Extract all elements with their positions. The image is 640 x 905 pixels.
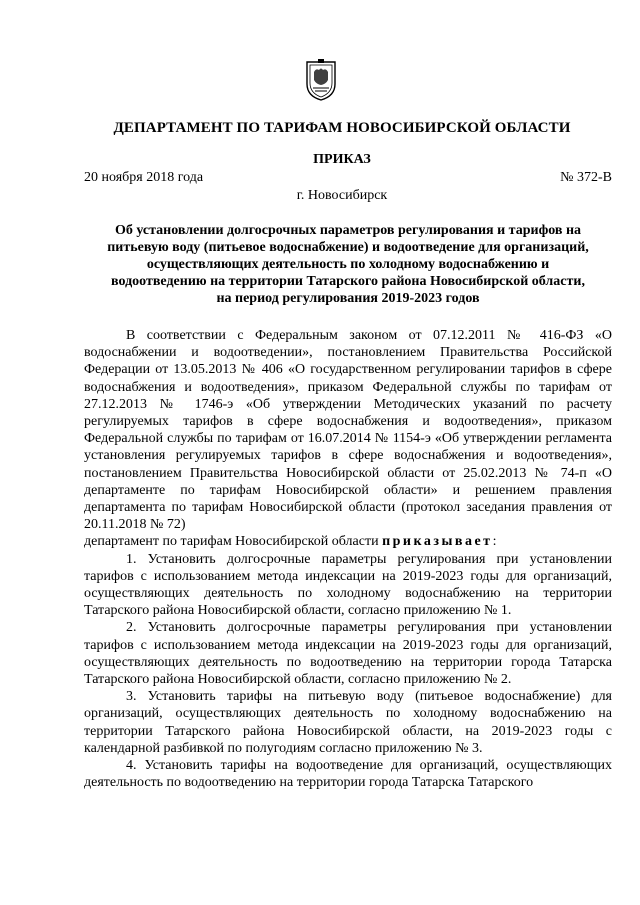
order-city: г. Новосибирск [296,188,388,203]
order-item: 1. Установить долгосрочные параметры регулирования при установлении тарифов с использованием метода индексации на 2019-2023 годы для организаций, осуществляющих деятельность по холодному водоснабжению на территории Татарского района Новосибирской области, согласно приложению № 1. [84,551,612,619]
order-number: № 372-В [560,170,612,185]
subject-line: Об установлении долгосрочных параметров регулирования и тарифов на [114,223,582,238]
subject-line: водоотведению на территории Татарского района Новосибирской области, [111,274,585,289]
orders-paragraph [84,533,612,550]
preamble-paragraph: В соответствии с Федеральным законом от 07.12.2011 № 416-ФЗ «О водоснабжении и водоотведении», постановлением Правительства Российской Федерации от 13.05.2013 № 406 «О государственном регулировании тарифов в сфере водоснабжения и водоотведения», приказом Федеральной службы по тарифам от 27.12.2013 № 1746-э «Об утверждении Методических указаний по расчету регулируемых тарифов в сфере водоснабжения и водоотведения», приказом Федеральной службы по тарифам от 16.07.2014 № 1154-э «Об утверждении регламента установления регулируемых тарифов в сфере водоснабжения и водоотведения», постановлением Правительства Новосибирской области от 25.02.2013 № 74-п «О департаменте по тарифам Новосибирской области» и решением правления департамента по тарифам Новосибирской области (протокол заседания правления от 20.11.2018 № 72) [84,328,612,533]
coat-of-arms-icon [304,58,338,102]
subject-line: питьевую воду (питьевое водоснабжение) и водоотведение для организаций, [107,240,589,255]
order-item: 2. Установить долгосрочные параметры регулирования при установлении тарифов с использованием метода индексации на 2019-2023 годы для организаций, осуществляющих деятельность по водоотведению на территории города Татарска Татарского района Новосибирской области, согласно приложению № 2. [84,620,612,688]
subject-line: на период регулирования 2019-2023 годов [216,291,480,306]
subject-line: осуществляющих деятельность по холодному водоснабжению и [146,257,550,272]
orders-lead: департамент по тарифам Новосибирской области [84,534,383,550]
orders-colon: : [492,534,497,550]
order-item: 4. Установить тарифы на водоотведение для организаций, осуществляющих деятельность по водоотведению на территории города Татарска Татарского [84,758,612,791]
order-date: 20 ноября 2018 года [84,170,204,185]
order-meta-row [84,170,612,188]
department-title: ДЕПАРТАМЕНТ ПО ТАРИФАМ НОВОСИБИРСКОЙ ОБЛАСТИ [113,120,571,136]
orders-word: приказывает [382,534,493,550]
order-body [84,327,612,791]
order-item: 3. Установить тарифы на питьевую воду (питьевое водоснабжение) для организаций, осуществляющих деятельность по холодному водоснабжению на территории Татарского района Новосибирской области, на 2019-2023 годы с календарной разбивкой по полугодиям согласно приложению № 3. [84,689,612,756]
order-subject [84,222,612,307]
order-title: ПРИКАЗ [313,152,371,167]
